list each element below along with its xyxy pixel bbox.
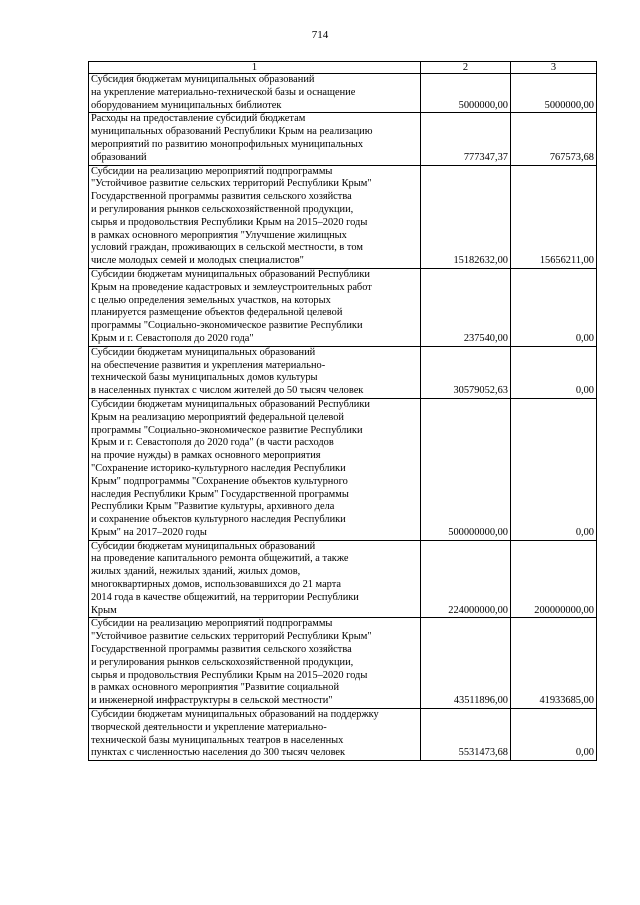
- subsidy-table: [88, 61, 597, 761]
- row-description: Субсидии бюджетам муниципальных образований на поддержку творческой деятельности и укрепление материально- технической базы муниципальных театров в населенных пунктах с численностью населения до 300 тысяч человек: [89, 709, 421, 761]
- row-description: Субсидии бюджетам муниципальных образований Республики Крым на проведение кадастровых и землеустроительных работ с целью определения земельных участков, на которых планируется размещение объектов федеральной целевой программы "Социально-экономическое развитие Республики Крым и г. Севастополя до 2020 года": [89, 268, 421, 346]
- table-row: [89, 709, 597, 761]
- row-amount-col2: 30579052,63: [421, 346, 511, 398]
- table-row: [89, 268, 597, 346]
- row-amount-col3: 41933685,00: [511, 618, 597, 709]
- row-amount-col3: 0,00: [511, 346, 597, 398]
- row-description: Субсидии бюджетам муниципальных образований Республики Крым на реализацию мероприятий федеральной целевой программы "Социально-экономическое развитие Республики Крым и г. Севастополя до 2020 года" (в части расходов на прочие нужды) в рамках основного мероприятия "Сохранение историко-культурного наследия Республики Крым" подпрограммы "Сохранение объектов культурного наследия Республики Крым" Государственной программы Республики Крым "Развитие культуры, архивного дела и сохранение объектов культурного наследия Республики Крым" на 2017–2020 годы: [89, 398, 421, 540]
- row-description: Субсидии на реализацию мероприятий подпрограммы "Устойчивое развитие сельских территорий Республики Крым" Государственной программы развития сельского хозяйства и регулирования рынков сельскохозяйственной продукции, сырья и продовольствия Республики Крым на 2015–2020 годы в рамках основного мероприятия "Улучшение жилищных условий граждан, проживающих в сельской местности, в том числе молодых семей и молодых специалистов": [89, 165, 421, 268]
- header-col-3: 3: [511, 62, 597, 74]
- table-row: [89, 113, 597, 165]
- table-row: [89, 74, 597, 113]
- row-amount-col2: 777347,37: [421, 113, 511, 165]
- table-row: [89, 346, 597, 398]
- table-row: [89, 618, 597, 709]
- row-amount-col2: 43511896,00: [421, 618, 511, 709]
- row-amount-col2: 15182632,00: [421, 165, 511, 268]
- row-description: Расходы на предоставление субсидий бюджетам муниципальных образований Республики Крым на реализацию мероприятий по развитию монопрофильных муниципальных образований: [89, 113, 421, 165]
- table-row: [89, 165, 597, 268]
- row-amount-col2: 237540,00: [421, 268, 511, 346]
- row-description: Субсидии бюджетам муниципальных образований на проведение капитального ремонта общежитий, а также жилых зданий, нежилых зданий, жилых домов, многоквартирных домов, использовавшихся до 21 марта 2014 года в качестве общежитий, на территории Республики Крым: [89, 540, 421, 618]
- row-description: Субсидия бюджетам муниципальных образований на укрепление материально-технической базы и оснащение оборудованием муниципальных библиотек: [89, 74, 421, 113]
- page-number: 714: [311, 29, 329, 41]
- row-amount-col3: 0,00: [511, 268, 597, 346]
- header-col-1: 1: [89, 62, 421, 74]
- table-header-row: [89, 62, 597, 74]
- row-amount-col3: 5000000,00: [511, 74, 597, 113]
- row-amount-col3: 0,00: [511, 398, 597, 540]
- row-amount-col3: 767573,68: [511, 113, 597, 165]
- row-amount-col3: 15656211,00: [511, 165, 597, 268]
- table-row: [89, 398, 597, 540]
- row-amount-col2: 5531473,68: [421, 709, 511, 761]
- row-amount-col2: 224000000,00: [421, 540, 511, 618]
- row-description: Субсидии на реализацию мероприятий подпрограммы "Устойчивое развитие сельских территорий Республики Крым" Государственной программы развития сельского хозяйства и регулирования рынков сельскохозяйственной продукции, сырья и продовольствия Республики Крым на 2015–2020 годы в рамках основного мероприятия "Развитие социальной и инженерной инфраструктуры в сельской местности": [89, 618, 421, 709]
- row-amount-col3: 0,00: [511, 709, 597, 761]
- header-col-2: 2: [421, 62, 511, 74]
- row-amount-col3: 200000000,00: [511, 540, 597, 618]
- row-amount-col2: 500000000,00: [421, 398, 511, 540]
- table-row: [89, 540, 597, 618]
- row-description: Субсидии бюджетам муниципальных образований на обеспечение развития и укрепления материально- технической базы муниципальных домов культуры в населенных пунктах с числом жителей до 50 тысяч человек: [89, 346, 421, 398]
- row-amount-col2: 5000000,00: [421, 74, 511, 113]
